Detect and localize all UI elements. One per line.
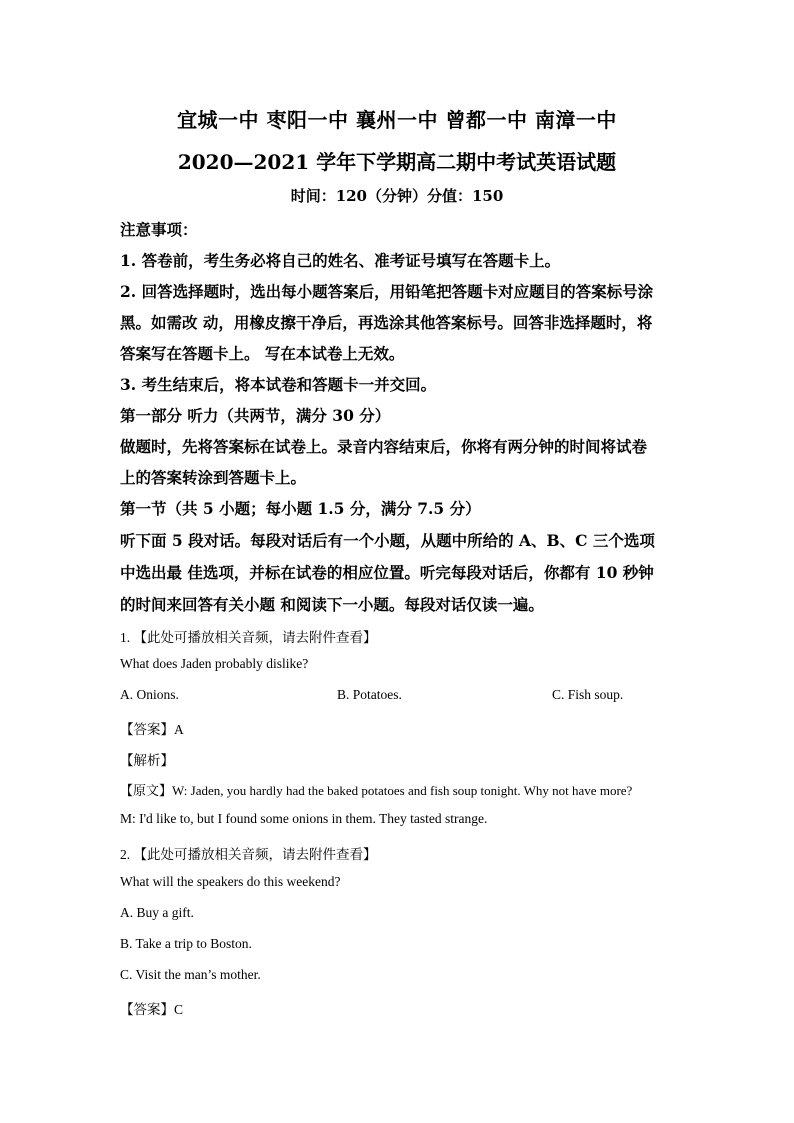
schools-title: 宜城一中 枣阳一中 襄州一中 曾都一中 南漳一中: [177, 108, 617, 132]
q2-question: What will the speakers do this weekend?: [120, 874, 341, 889]
q1-question: What does Jaden probably dislike?: [120, 656, 309, 671]
q2-answer: 【答案】C: [120, 1002, 184, 1017]
q1-option-a: A. Onions.: [120, 687, 179, 702]
notice-item-2-line-3: 答案写在答题卡上。 写在本试卷上无效。: [120, 344, 405, 363]
q1-option-c: C. Fish soup.: [552, 687, 624, 702]
part1-intro-line-2: 上的答案转涂到答题卡上。: [120, 468, 307, 487]
q2-option-a: A. Buy a gift.: [120, 905, 194, 920]
notice-item-2-line-1: 2. 回答选择题时，选出每小题答案后，用铅笔把答题卡对应题目的答案标号涂: [120, 282, 654, 301]
q2-audio-note: 2. 【此处可播放相关音频，请去附件查看】: [120, 847, 377, 862]
section1-intro-line-2: 中选出最 佳选项，并标在试卷的相应位置。听完每段对话后，你都有 10 秒钟: [120, 563, 654, 582]
part1-heading: 第一部分 听力（共两节，满分 30 分）: [120, 406, 391, 425]
notice-item-1: 1. 答卷前，考生务必将自己的姓名、准考证号填写在答题卡上。: [120, 251, 561, 270]
q1-audio-note: 1. 【此处可播放相关音频，请去附件查看】: [120, 630, 377, 645]
time-score-line: 时间：120（分钟）分值：150: [290, 187, 504, 205]
exam-title: 2020—2021 学年下学期高二期中考试英语试题: [177, 150, 617, 174]
q2-option-c: C. Visit the man’s mother.: [120, 967, 261, 982]
section1-intro-line-1: 听下面 5 段对话。每段对话后有一个小题，从题中所给的 A、B、C 三个选项: [120, 531, 655, 550]
notice-item-2-line-2: 黑。如需改 动，用橡皮擦干净后，再选涂其他答案标号。回答非选择题时，将: [120, 313, 653, 332]
section1-intro-line-3: 的时间来回答有关小题 和阅读下一小题。每段对话仅读一遍。: [120, 595, 544, 614]
notice-heading: 注意事项：: [120, 220, 198, 239]
q1-transcript-line-1: 【原文】W: Jaden, you hardly had the baked potatoes and fish soup tonight. Why not have more?: [120, 783, 633, 798]
part1-intro-line-1: 做题时，先将答案标在试卷上。录音内容结束后，你将有两分钟的时间将试卷: [120, 437, 648, 456]
q1-answer: 【答案】A: [120, 722, 184, 737]
q2-option-b: B. Take a trip to Boston.: [120, 936, 252, 951]
q1-option-b: B. Potatoes.: [337, 687, 402, 702]
q1-analysis: 【解析】: [120, 753, 174, 768]
notice-item-3: 3. 考生结束后，将本试卷和答题卡一并交回。: [120, 375, 437, 394]
section1-heading: 第一节（共 5 小题；每小题 1.5 分，满分 7.5 分）: [120, 499, 481, 518]
q1-transcript-line-2: M: I'd like to, but I found some onions in them. They tasted strange.: [120, 811, 488, 826]
